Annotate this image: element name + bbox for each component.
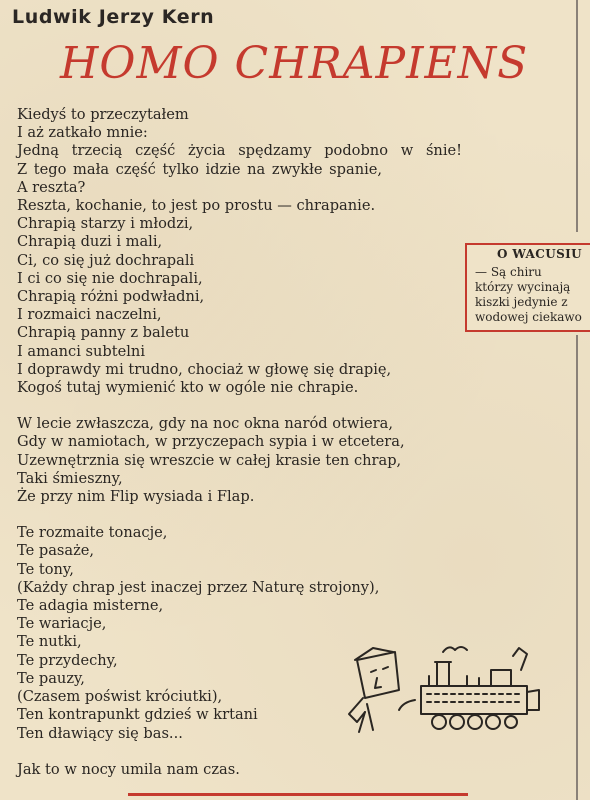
- column-divider: [576, 0, 578, 232]
- poem-line: W lecie zwłaszcza, gdy na noc okna naród otwiera,: [17, 415, 393, 433]
- poem-line: Te nutki,: [17, 633, 82, 651]
- poem-line: Jedną trzecią część życia spędzamy podobno w śnie!: [17, 142, 462, 160]
- sidebar-article-box: [465, 243, 590, 332]
- poem-line: Te pasaże,: [17, 542, 95, 560]
- poem-line: Chrapią panny z baletu: [17, 324, 190, 342]
- poem-line: Gdy w namiotach, w przyczepach sypia i w etcetera,: [17, 433, 405, 451]
- sidebar-line: wodowej ciekawo: [475, 310, 582, 324]
- poem-line: (Czasem poświst króciutki),: [17, 688, 223, 706]
- poem-line: Chrapią duzi i mali,: [17, 233, 163, 251]
- poem-line: Chrapią starzy i młodzi,: [17, 215, 194, 233]
- illustration: [343, 640, 543, 735]
- sleeping-face-icon: [349, 648, 399, 732]
- sidebar-heading: O WACUSIU: [497, 247, 583, 261]
- poem-title: HOMO CHRAPIENS: [60, 38, 529, 89]
- poem-line: Ci, co się już dochrapali: [17, 251, 195, 269]
- poem-line: I amanci subtelni: [17, 342, 145, 360]
- poem-line: (Każdy chrap jest inaczej przez Naturę strojony),: [17, 578, 380, 596]
- poem-line: I ci co się nie dochrapali,: [17, 269, 203, 287]
- poem-stanza: [17, 761, 462, 779]
- poem-stanza: [17, 106, 462, 397]
- poem-line: Uzewnętrznia się wreszcie w całej krasie ten chrap,: [17, 451, 402, 469]
- poem-line: Jak to w nocy umila nam czas.: [17, 760, 240, 778]
- poem-line: Te adagia misterne,: [17, 597, 164, 615]
- poem-line: Ten dławiący się bas...: [17, 724, 183, 742]
- poem-line: Te rozmaite tonacje,: [17, 524, 168, 542]
- poem-line: Kiedyś to przeczytałem: [17, 106, 189, 123]
- column-divider: [576, 335, 578, 800]
- poem-stanza: [17, 415, 462, 506]
- poem-line: Chrapią różni podwładni,: [17, 288, 205, 306]
- locomotive-icon: [399, 647, 539, 729]
- poem-line: Te przydechy,: [17, 651, 118, 669]
- poem-line: I rozmaici naczelni,: [17, 306, 162, 324]
- poem-line: Ten kontrapunkt gdzieś w krtani: [17, 706, 258, 724]
- poem-line: Taki śmieszny,: [17, 469, 123, 487]
- poem-line: I doprawdy mi trudno, chociaż w głowę się drapię,: [17, 360, 392, 378]
- poem-line: Te wariacje,: [17, 615, 107, 633]
- bottom-red-rule: [128, 793, 468, 796]
- poem-line: I aż zatkało mnie:: [17, 124, 148, 142]
- poem-line: Że przy nim Flip wysiada i Flap.: [17, 488, 255, 506]
- sidebar-line: — Są chiru: [475, 265, 542, 279]
- poem-line: Te tony,: [17, 560, 74, 578]
- poem-line: Kogoś tutaj wymienić kto w ogóle nie chrapie.: [17, 379, 359, 397]
- poem-line: Z tego mała część tylko idzie na zwykłe spanie,: [17, 160, 383, 178]
- poem-line: A reszta?: [17, 178, 86, 196]
- poem-line: Te pauzy,: [17, 669, 85, 687]
- sidebar-line: którzy wycinają: [475, 280, 571, 294]
- author-name: Ludwik Jerzy Kern: [12, 6, 215, 28]
- poem-line: Reszta, kochanie, to jest po prostu — chrapanie.: [17, 197, 376, 215]
- sidebar-line: kiszki jedynie z: [475, 295, 568, 309]
